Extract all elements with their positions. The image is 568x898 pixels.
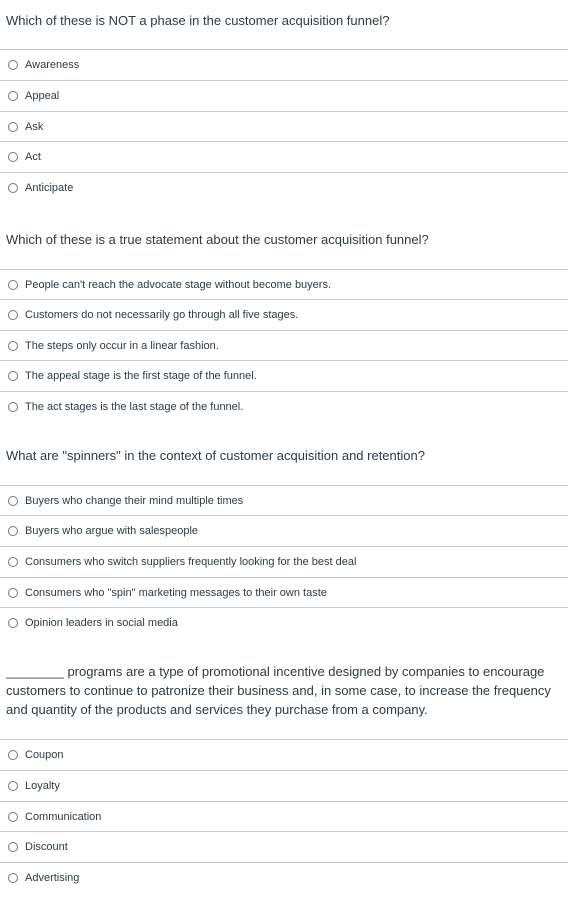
radio-button[interactable]: [8, 873, 18, 883]
radio-button[interactable]: [8, 750, 18, 760]
answer-label: Awareness: [25, 58, 80, 71]
answer-label: Loyalty: [25, 779, 60, 792]
radio-button[interactable]: [8, 496, 18, 506]
answer-option[interactable]: [0, 172, 568, 202]
answer-label: Customers do not necessarily go through all five stages.: [25, 308, 299, 321]
radio-button[interactable]: [8, 402, 18, 412]
question-text: ________ programs are a type of promotional incentive designed by companies to encourage customers to continue to patronize their business and, in some case, to increase the frequency and quantity of the products and services they purchase from a company.: [6, 664, 551, 717]
radio-button[interactable]: [8, 781, 18, 791]
answer-label: The appeal stage is the first stage of the funnel.: [25, 369, 257, 382]
radio-button[interactable]: [8, 812, 18, 822]
answer-option[interactable]: [0, 111, 568, 141]
answer-label: Consumers who switch suppliers frequently looking for the best deal: [25, 555, 357, 568]
answer-label: Buyers who argue with salespeople: [25, 524, 199, 537]
answer-option[interactable]: [0, 577, 568, 607]
answer-label: People can't reach the advocate stage without become buyers.: [25, 278, 332, 291]
answer-option[interactable]: [0, 391, 568, 421]
answer-option[interactable]: [0, 141, 568, 171]
radio-button[interactable]: [8, 152, 18, 162]
radio-button[interactable]: [8, 91, 18, 101]
radio-button[interactable]: [8, 618, 18, 628]
answer-label: Discount: [25, 840, 68, 853]
answer-label: Ask: [25, 120, 44, 133]
answer-label: Act: [25, 150, 41, 163]
question-text: Which of these is NOT a phase in the customer acquisition funnel?: [6, 13, 390, 28]
radio-button[interactable]: [8, 371, 18, 381]
answer-option[interactable]: [0, 862, 568, 892]
radio-button[interactable]: [8, 557, 18, 567]
answer-option[interactable]: [0, 299, 568, 329]
answer-label: Communication: [25, 810, 102, 823]
radio-button[interactable]: [8, 122, 18, 132]
answer-option[interactable]: [0, 801, 568, 831]
answer-option[interactable]: [0, 360, 568, 390]
radio-button[interactable]: [8, 183, 18, 193]
answer-option[interactable]: [0, 515, 568, 545]
answer-option[interactable]: [0, 770, 568, 800]
radio-button[interactable]: [8, 526, 18, 536]
radio-button[interactable]: [8, 341, 18, 351]
radio-button[interactable]: [8, 280, 18, 290]
radio-button[interactable]: [8, 60, 18, 70]
answer-label: Buyers who change their mind multiple times: [25, 494, 244, 507]
answer-label: Consumers who "spin" marketing messages to their own taste: [25, 586, 327, 599]
answer-label: Opinion leaders in social media: [25, 616, 178, 629]
answer-label: Anticipate: [25, 181, 74, 194]
radio-button[interactable]: [8, 588, 18, 598]
answer-option[interactable]: [0, 485, 568, 515]
answer-option[interactable]: [0, 831, 568, 861]
radio-button[interactable]: [8, 842, 18, 852]
answer-option[interactable]: [0, 80, 568, 110]
question-text: What are "spinners" in the context of customer acquisition and retention?: [6, 448, 425, 463]
answer-option[interactable]: [0, 49, 568, 79]
answer-option[interactable]: [0, 739, 568, 769]
answer-option[interactable]: [0, 546, 568, 576]
answer-option[interactable]: [0, 607, 568, 637]
answer-label: The steps only occur in a linear fashion.: [25, 339, 219, 352]
answer-label: Appeal: [25, 89, 60, 102]
answer-option[interactable]: [0, 269, 568, 299]
question-text: Which of these is a true statement about the customer acquisition funnel?: [6, 232, 429, 247]
answer-label: Coupon: [25, 748, 64, 761]
radio-button[interactable]: [8, 310, 18, 320]
answer-label: Advertising: [25, 871, 80, 884]
answer-label: The act stages is the last stage of the funnel.: [25, 400, 244, 413]
answer-option[interactable]: [0, 330, 568, 360]
